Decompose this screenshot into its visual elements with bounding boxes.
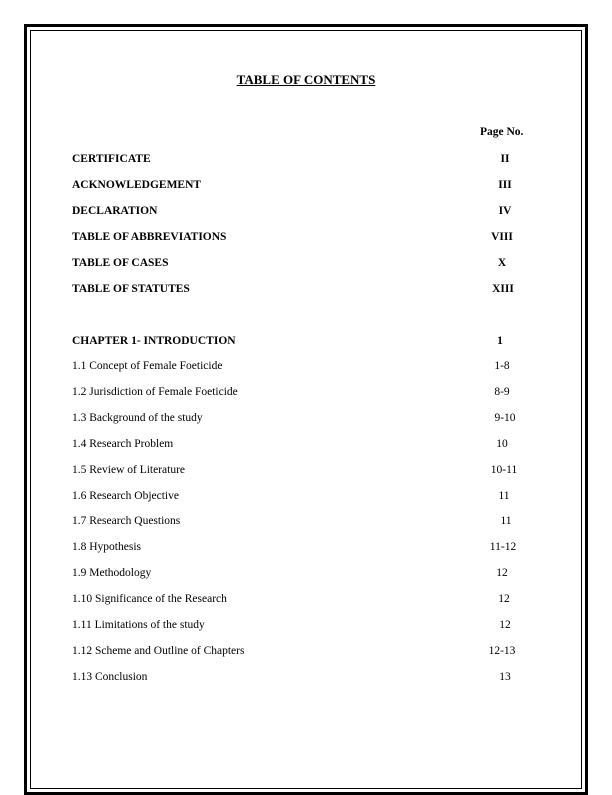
toc-entry-page: 10-11 (490, 464, 518, 476)
toc-entry-page: 1 (497, 335, 503, 347)
toc-section-1-4 (72, 438, 552, 452)
toc-entry-page: X (497, 257, 507, 269)
toc-entry-page: 9-10 (494, 412, 516, 424)
page-number-header: Page No. (480, 126, 524, 138)
toc-entry-label: DECLARATION (72, 205, 158, 217)
toc-section-1-7 (72, 515, 552, 529)
toc-section-1-3 (72, 412, 552, 426)
toc-entry-label: 1.7 Research Questions (72, 515, 181, 527)
toc-entry-label: 1.6 Research Objective (72, 490, 179, 502)
toc-entry-label: 1.2 Jurisdiction of Female Foeticide (72, 386, 238, 398)
toc-entry-page: 11 (500, 515, 512, 527)
toc-entry-page: II (500, 153, 510, 165)
toc-entry-label: CERTIFICATE (72, 153, 151, 165)
toc-entry-page: XIII (492, 283, 514, 295)
toc-entry-label: 1.1 Concept of Female Foeticide (72, 360, 223, 372)
toc-entry-page: 8-9 (494, 386, 510, 398)
toc-entry-page: 11-12 (489, 541, 517, 553)
toc-entry-label: ACKNOWLEDGEMENT (72, 179, 202, 191)
toc-entry-page: 10 (496, 438, 508, 450)
toc-entry-page: III (498, 179, 512, 191)
toc-section-1-11 (72, 619, 552, 633)
toc-entry-acknowledgement (72, 179, 552, 193)
toc-entry-page: 1-8 (494, 360, 510, 372)
toc-section-1-2 (72, 386, 552, 400)
toc-section-1-9 (72, 567, 552, 581)
toc-section-1-10 (72, 593, 552, 607)
toc-entry-label: TABLE OF ABBREVIATIONS (72, 231, 227, 243)
page-title: TABLE OF CONTENTS (236, 72, 376, 87)
toc-section-1-12 (72, 645, 552, 659)
toc-entry-label: CHAPTER 1- INTRODUCTION (72, 335, 236, 347)
toc-entry-page: 13 (499, 671, 511, 683)
toc-entry-abbreviations (72, 231, 552, 245)
toc-entry-label: 1.3 Background of the study (72, 412, 203, 424)
toc-entry-label: 1.10 Significance of the Research (72, 593, 227, 605)
toc-entry-label: 1.8 Hypothesis (72, 541, 141, 553)
toc-entry-cases (72, 257, 552, 271)
toc-entry-label: 1.13 Conclusion (72, 671, 148, 683)
toc-entry-label: TABLE OF CASES (72, 257, 169, 269)
toc-section-1-1 (72, 360, 552, 374)
toc-entry-label: 1.4 Research Problem (72, 438, 174, 450)
toc-entry-certificate (72, 153, 552, 167)
toc-entry-page: VIII (491, 231, 513, 243)
toc-entry-label: 1.12 Scheme and Outline of Chapters (72, 645, 245, 657)
toc-entry-label: TABLE OF STATUTES (72, 283, 190, 295)
toc-section-1-8 (72, 541, 552, 555)
toc-section-1-13 (72, 671, 552, 685)
toc-entry-page: IV (498, 205, 512, 217)
toc-entry-page: 12-13 (488, 645, 516, 657)
toc-entry-statutes (72, 283, 552, 297)
toc-entry-label: 1.11 Limitations of the study (72, 619, 205, 631)
toc-entry-label: 1.9 Methodology (72, 567, 152, 579)
toc-entry-page: 12 (498, 593, 510, 605)
toc-section-1-5 (72, 464, 552, 478)
toc-entry-chapter-1 (72, 335, 552, 349)
toc-entry-declaration (72, 205, 552, 219)
toc-section-1-6 (72, 490, 552, 504)
toc-entry-page: 12 (496, 567, 508, 579)
toc-entry-page: 12 (499, 619, 511, 631)
toc-entry-label: 1.5 Review of Literature (72, 464, 186, 476)
toc-entry-page: 11 (498, 490, 510, 502)
